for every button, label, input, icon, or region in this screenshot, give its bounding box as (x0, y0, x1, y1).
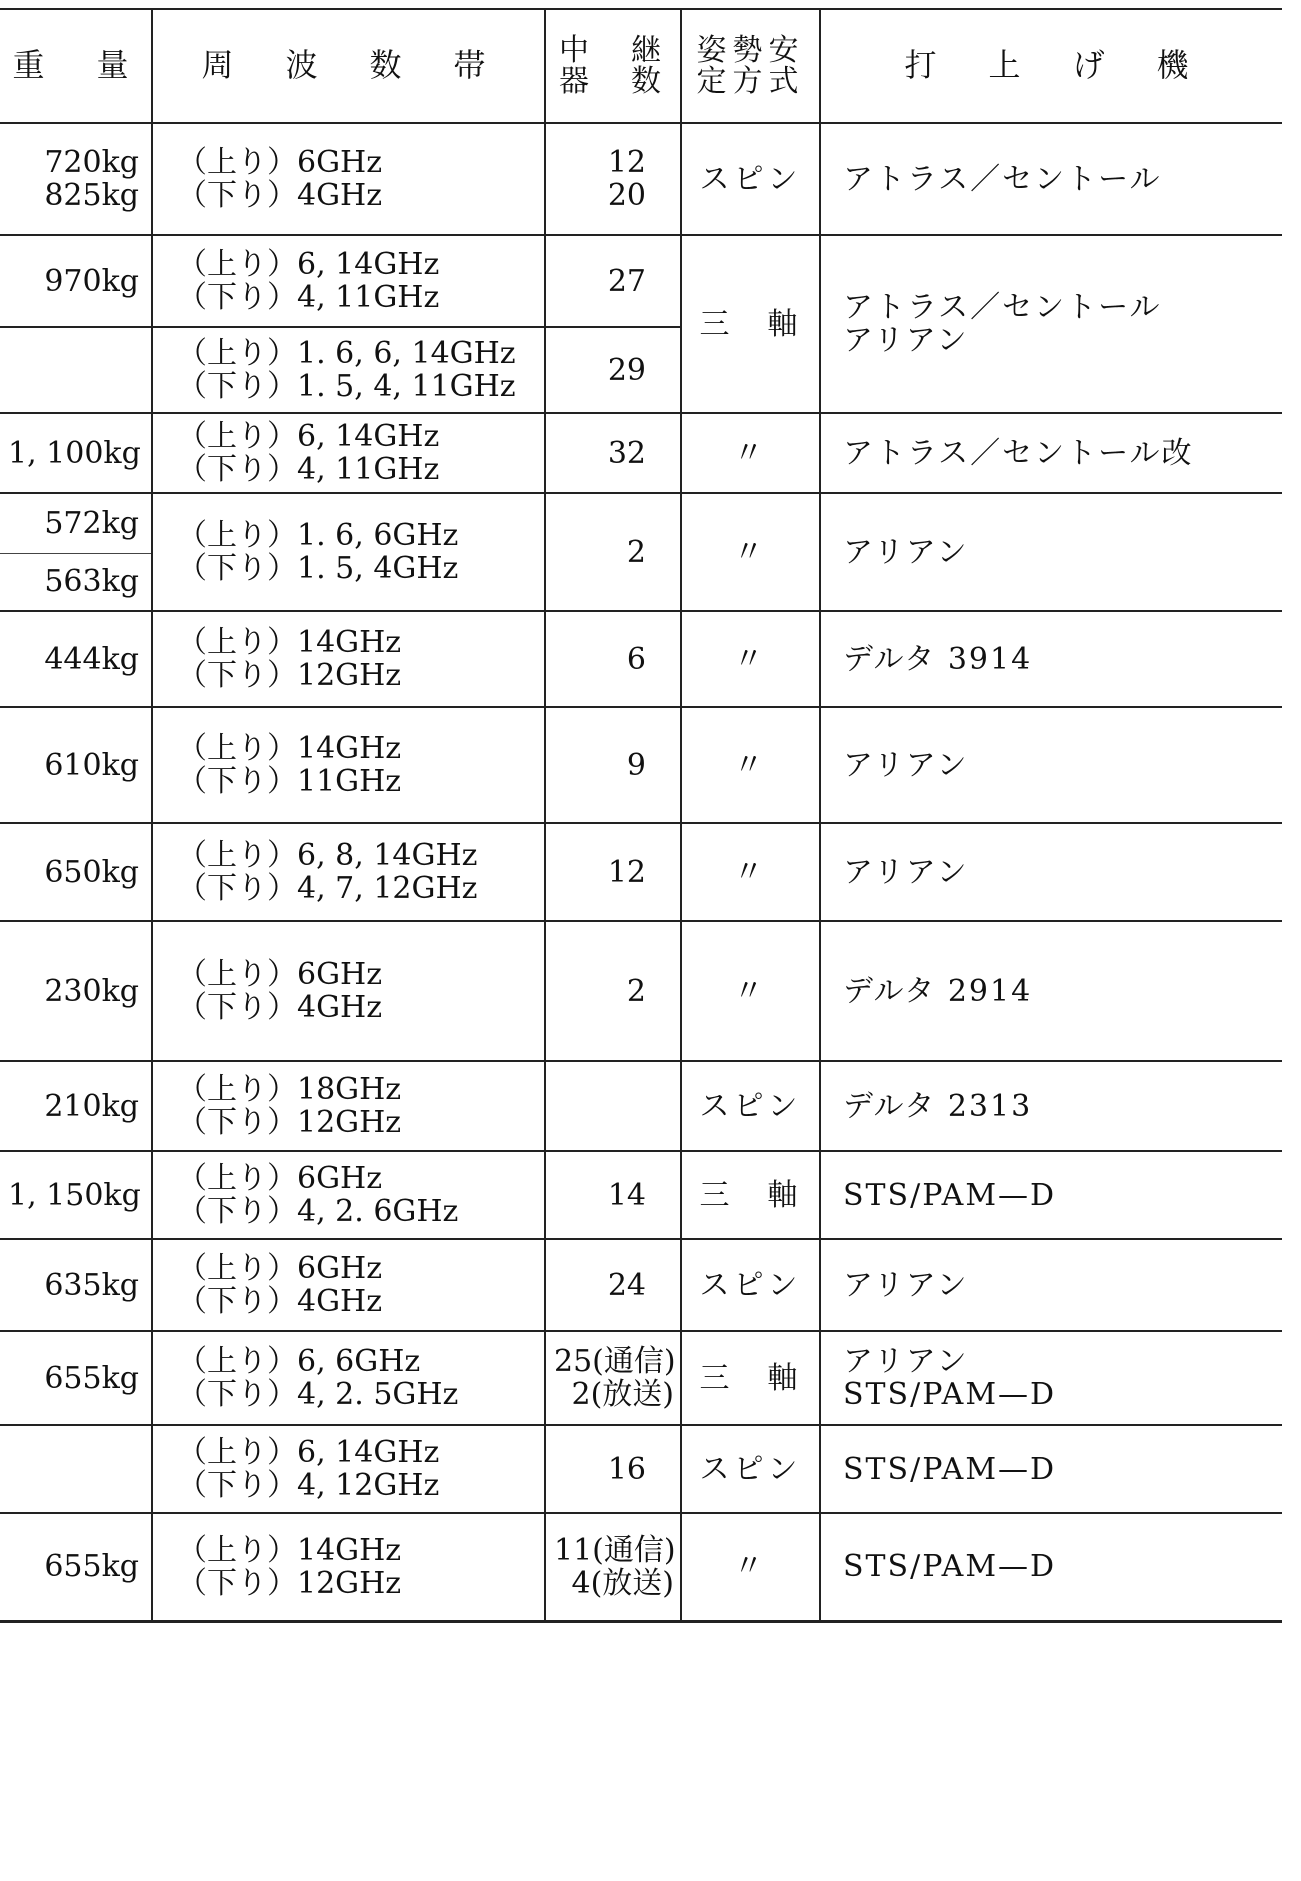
weight-cell: 655kg (0, 1331, 152, 1425)
transponder-count (545, 1061, 681, 1151)
attitude-cell: 〃 (681, 493, 820, 611)
uplink-frequency: （上り）6, 14GHz (177, 419, 440, 454)
weight-cell: 1, 100kg (0, 413, 152, 493)
downlink-frequency: （下り）4GHz (177, 178, 383, 213)
weight-value: 825kg (44, 178, 139, 213)
uplink-frequency: （上り）1. 6, 6GHz (177, 518, 459, 553)
weight-cell (0, 327, 152, 413)
downlink-frequency: （下り）12GHz (177, 658, 402, 693)
transponder-count: 27 (545, 235, 681, 327)
attitude-cell: 三 軸 (681, 235, 820, 413)
transponder-count: 14 (545, 1151, 681, 1239)
frequency-cell (152, 1061, 545, 1151)
table-row (0, 921, 1282, 1061)
transponder-value: 12 (607, 145, 646, 180)
frequency-cell (152, 611, 545, 707)
frequency-cell (152, 123, 545, 235)
transponder-value: 20 (607, 178, 646, 213)
table-row (0, 707, 1282, 823)
weight-cell: 655kg (0, 1513, 152, 1621)
weight-cell: 210kg (0, 1061, 152, 1151)
transponder-count: 24 (545, 1239, 681, 1331)
attitude-cell: 〃 (681, 823, 820, 921)
table-row (0, 823, 1282, 921)
transponder-count: 16 (545, 1425, 681, 1513)
transponder-count: 2 (545, 921, 681, 1061)
launcher-value: アリアン (843, 323, 969, 358)
launcher-cell: アリアン (820, 823, 1282, 921)
transponder-value: 11(通信) (554, 1532, 676, 1568)
weight-cell: 635kg (0, 1239, 152, 1331)
launcher-value: STS/PAM—D (843, 1377, 1057, 1412)
attitude-cell: 〃 (681, 707, 820, 823)
launcher-cell: アトラス／セントール改 (820, 413, 1282, 493)
downlink-frequency: （下り）12GHz (177, 1105, 402, 1140)
weight-cell (0, 123, 152, 235)
uplink-frequency: （上り）6, 14GHz (177, 1435, 440, 1470)
attitude-cell: スピン (681, 123, 820, 235)
transponder-count (545, 1331, 681, 1425)
downlink-frequency: （下り）11GHz (177, 764, 402, 799)
weight-cell: 230kg (0, 921, 152, 1061)
launcher-value: アリアン (843, 1344, 969, 1379)
uplink-frequency: （上り）6GHz (177, 1251, 383, 1286)
attitude-cell: スピン (681, 1239, 820, 1331)
table-row (0, 1513, 1282, 1621)
downlink-frequency: （下り）4, 2. 5GHz (177, 1377, 459, 1412)
launcher-cell: アリアン (820, 493, 1282, 611)
weight-cell: 563kg (0, 553, 152, 611)
transponder-count: 32 (545, 413, 681, 493)
frequency-cell (152, 413, 545, 493)
attitude-cell: スピン (681, 1061, 820, 1151)
launcher-cell: アトラス／セントール (820, 123, 1282, 235)
header-attitude-line2: 定方式 (696, 64, 805, 99)
table-row (0, 1061, 1282, 1151)
uplink-frequency: （上り）6GHz (177, 957, 383, 992)
launcher-cell: アリアン (820, 1239, 1282, 1331)
transponder-count: 9 (545, 707, 681, 823)
table-row (0, 493, 1282, 553)
weight-cell: 572kg (0, 493, 152, 553)
table-row (0, 1331, 1282, 1425)
launcher-cell: アリアン (820, 707, 1282, 823)
frequency-cell (152, 1513, 545, 1621)
uplink-frequency: （上り）6GHz (177, 1161, 383, 1196)
header-attitude (681, 9, 820, 123)
launcher-cell: STS/PAM—D (820, 1513, 1282, 1621)
frequency-cell (152, 235, 545, 327)
table-row (0, 1425, 1282, 1513)
weight-cell: 444kg (0, 611, 152, 707)
table-row (0, 1151, 1282, 1239)
header-launcher: 打 上 げ 機 (820, 9, 1282, 123)
downlink-frequency: （下り）4, 2. 6GHz (177, 1194, 459, 1229)
weight-value: 720kg (44, 145, 139, 180)
launcher-cell: デルタ 2914 (820, 921, 1282, 1061)
launcher-cell: デルタ 3914 (820, 611, 1282, 707)
attitude-cell: スピン (681, 1425, 820, 1513)
uplink-frequency: （上り）6, 14GHz (177, 247, 440, 282)
launcher-cell: デルタ 2313 (820, 1061, 1282, 1151)
table-row (0, 413, 1282, 493)
uplink-frequency: （上り）18GHz (177, 1072, 402, 1107)
attitude-cell: 〃 (681, 1513, 820, 1621)
attitude-cell: 〃 (681, 921, 820, 1061)
launcher-value: アトラス／セントール (843, 290, 1162, 325)
transponder-value: 2(放送) (571, 1377, 674, 1412)
frequency-cell (152, 327, 545, 413)
header-transponders-line1: 中 継 (559, 32, 667, 68)
transponder-value: 25(通信) (554, 1344, 676, 1379)
uplink-frequency: （上り）6, 6GHz (177, 1344, 421, 1379)
transponder-count: 6 (545, 611, 681, 707)
frequency-cell (152, 823, 545, 921)
frequency-cell (152, 1425, 545, 1513)
attitude-cell: 〃 (681, 413, 820, 493)
transponder-count: 29 (545, 327, 681, 413)
attitude-cell: 〃 (681, 611, 820, 707)
launcher-cell: STS/PAM—D (820, 1151, 1282, 1239)
downlink-frequency: （下り）4, 7, 12GHz (177, 871, 478, 906)
transponder-value: 4(放送) (571, 1565, 674, 1601)
satellite-spec-table (0, 8, 1282, 1623)
downlink-frequency: （下り）4, 12GHz (177, 1468, 440, 1503)
uplink-frequency: （上り）6, 8, 14GHz (177, 838, 478, 873)
table-row (0, 235, 1282, 327)
downlink-frequency: （下り）1. 5, 4GHz (177, 551, 459, 586)
weight-cell: 970kg (0, 235, 152, 327)
weight-cell (0, 1425, 152, 1513)
header-attitude-line1: 姿勢安 (696, 32, 805, 68)
downlink-frequency: （下り）4, 11GHz (177, 452, 440, 487)
header-frequency: 周 波 数 帯 (152, 9, 545, 123)
weight-cell: 610kg (0, 707, 152, 823)
transponder-count: 2 (545, 493, 681, 611)
attitude-cell: 三 軸 (681, 1331, 820, 1425)
table-row (0, 611, 1282, 707)
uplink-frequency: （上り）1. 6, 6, 14GHz (177, 336, 516, 371)
transponder-count (545, 123, 681, 235)
table-row (0, 1239, 1282, 1331)
frequency-cell (152, 493, 545, 611)
transponder-count (545, 1513, 681, 1621)
downlink-frequency: （下り）1. 5, 4, 11GHz (177, 369, 516, 404)
frequency-cell (152, 1331, 545, 1425)
weight-cell: 650kg (0, 823, 152, 921)
table-row (0, 123, 1282, 235)
frequency-cell (152, 1151, 545, 1239)
weight-cell: 1, 150kg (0, 1151, 152, 1239)
launcher-cell: STS/PAM—D (820, 1425, 1282, 1513)
downlink-frequency: （下り）4GHz (177, 990, 383, 1025)
attitude-cell: 三 軸 (681, 1151, 820, 1239)
header-transponders (545, 9, 681, 123)
downlink-frequency: （下り）4GHz (177, 1284, 383, 1319)
downlink-frequency: （下り）12GHz (177, 1565, 402, 1601)
launcher-cell (820, 1331, 1282, 1425)
launcher-cell (820, 235, 1282, 413)
frequency-cell (152, 1239, 545, 1331)
header-transponders-line2: 器 数 (559, 64, 667, 99)
downlink-frequency: （下り）4, 11GHz (177, 280, 440, 315)
uplink-frequency: （上り）14GHz (177, 731, 402, 766)
header-weight: 重 量 (0, 9, 152, 123)
uplink-frequency: （上り）14GHz (177, 1532, 402, 1568)
uplink-frequency: （上り）14GHz (177, 625, 402, 660)
frequency-cell (152, 707, 545, 823)
header-row (0, 9, 1282, 123)
uplink-frequency: （上り）6GHz (177, 145, 383, 180)
frequency-cell (152, 921, 545, 1061)
transponder-count: 12 (545, 823, 681, 921)
